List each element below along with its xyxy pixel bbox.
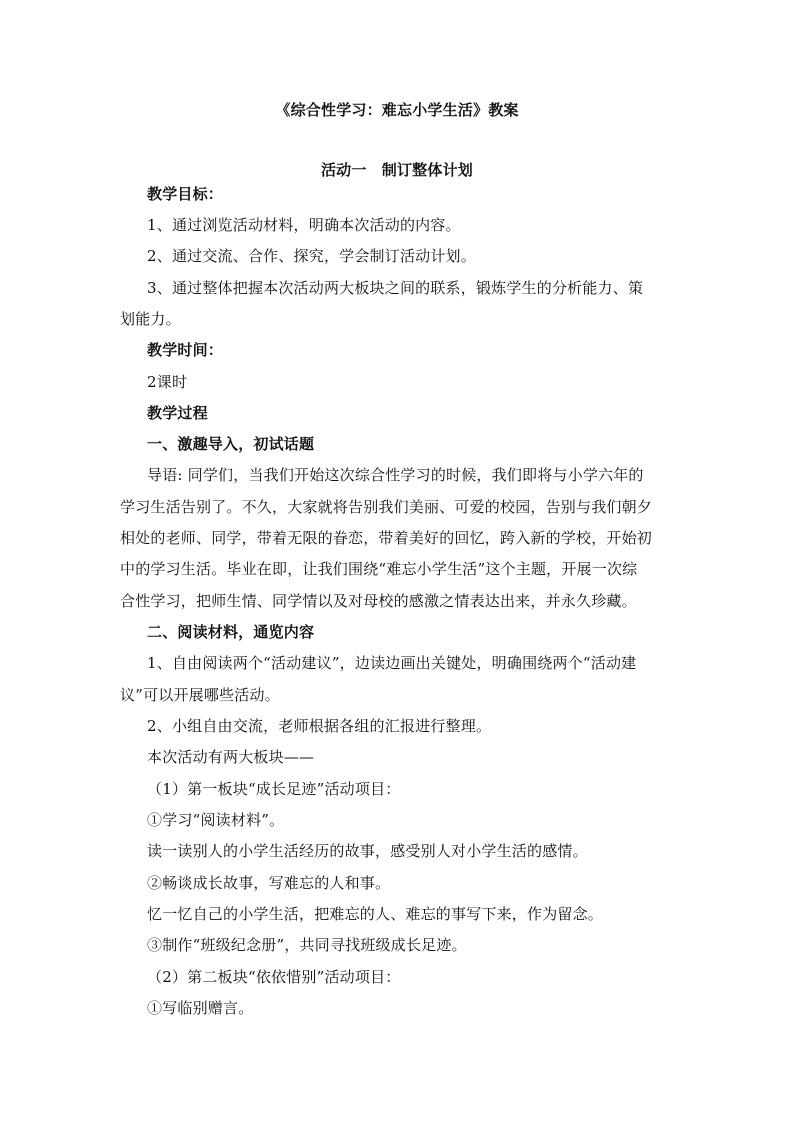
activity-title: 活动一 制订整体计划 xyxy=(320,161,473,179)
paragraph-line: 本次活动有两大板块—— xyxy=(147,748,315,766)
paragraph-line: （2）第二板块“依依惜别”活动项目： xyxy=(147,968,401,986)
paragraph-line: 中的学习生活。毕业在即，让我们围绕“难忘小学生活”这个主题，开展一次综 xyxy=(120,560,638,578)
paragraph-line: 相处的老师、同学，带着无限的眷恋，带着美好的回忆，跨入新的学校，开始初 xyxy=(120,529,653,547)
paragraph-line: ③制作“班级纪念册”，共同寻找班级成长足迹。 xyxy=(147,936,467,954)
paragraph-line: （1）第一板块“成长足迹”活动项目： xyxy=(147,780,401,798)
paragraph-line: 议”可以开展哪些活动。 xyxy=(120,686,280,704)
paragraph-line: 2、通过交流、合作、探究，学会制订活动计划。 xyxy=(147,247,476,265)
section-heading-process: 教学过程 xyxy=(147,404,208,422)
paragraph-line: 1、通过浏览活动材料，明确本次活动的内容。 xyxy=(147,216,461,234)
document-title: 《综合性学习：难忘小学生活》教案 xyxy=(275,101,519,119)
paragraph-line: 2课时 xyxy=(147,373,188,391)
paragraph-line: 划能力。 xyxy=(120,310,181,328)
subheading: 一、激趣导入，初试话题 xyxy=(147,435,315,453)
section-heading-time: 教学时间： xyxy=(147,341,224,359)
paragraph-line: 2、小组自由交流，老师根据各组的汇报进行整理。 xyxy=(147,717,492,735)
paragraph-line: 导语: 同学们，当我们开始这次综合性学习的时候，我们即将与小学六年的 xyxy=(147,466,644,484)
subheading: 二、阅读材料，通览内容 xyxy=(147,623,315,641)
paragraph-line: 忆一忆自己的小学生活，把难忘的人、难忘的事写下来，作为留念。 xyxy=(147,905,604,923)
section-heading-objectives: 教学目标： xyxy=(147,185,224,203)
paragraph-line: ①学习“阅读材料”。 xyxy=(147,811,285,829)
paragraph-line: 3、通过整体把握本次活动两大板块之间的联系，锻炼学生的分析能力、策 xyxy=(147,279,644,297)
paragraph-line: 1、自由阅读两个“活动建议”，边读边画出关键处，明确围绕两个“活动建 xyxy=(147,654,637,672)
paragraph-line: ①写临别赠言。 xyxy=(147,999,254,1017)
paragraph-line: 合性学习，把师生情、同学情以及对母校的感激之情表达出来，并永久珍藏。 xyxy=(120,592,637,610)
paragraph-line: 学习生活告别了。不久，大家就将告别我们美丽、可爱的校园，告别与我们朝夕 xyxy=(120,498,653,516)
paragraph-line: ②畅谈成长故事，写难忘的人和事。 xyxy=(147,874,391,892)
paragraph-line: 读一读别人的小学生活经历的故事，感受别人对小学生活的感情。 xyxy=(147,842,588,860)
